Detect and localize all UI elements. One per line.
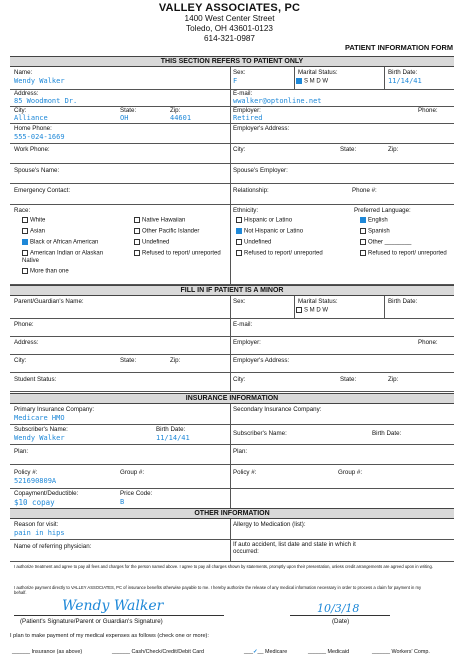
row-guardian-city <box>10 354 454 373</box>
patient-employer-field[interactable]: Retired <box>233 114 263 122</box>
row-copay <box>10 488 454 509</box>
race-black-option[interactable]: Black or African American <box>22 239 98 246</box>
payment-cash-option[interactable]: ______ Cash/Check/Credit/Debit Card <box>112 649 205 655</box>
row-address <box>10 89 454 107</box>
price-code-field[interactable]: B <box>120 498 125 506</box>
secondary-ins-label: Secondary Insurance Company: <box>233 406 322 413</box>
row-insurance-company <box>10 404 454 425</box>
patient-city-field[interactable]: Alliance <box>14 114 48 122</box>
city-label: City: <box>14 107 27 114</box>
authorization-block <box>10 561 454 603</box>
ethnicity-undefined-option[interactable]: Undefined <box>236 239 271 246</box>
birth-label: Birth Date: <box>388 69 418 76</box>
row-guardian <box>10 296 454 319</box>
guardian-birth-label: Birth Date: <box>388 298 418 305</box>
race-pacific-islander-option[interactable]: Other Pacific Islander <box>134 228 199 235</box>
sex-label: Sex: <box>233 69 246 76</box>
row-name <box>10 67 454 90</box>
payment-medicare-option[interactable]: ___✓__ Medicare <box>244 649 288 655</box>
subscriber-birth-label: Birth Date: <box>156 426 186 433</box>
reason-label: Reason for visit: <box>14 521 59 528</box>
row-policy <box>10 464 454 489</box>
check-icon: ✓ <box>253 649 258 655</box>
row-student-status <box>10 372 454 392</box>
language-other-option[interactable]: Other ________ <box>360 239 411 246</box>
race-label: Race: <box>14 207 31 214</box>
row-spouse <box>10 163 454 184</box>
name-label: Name: <box>14 69 33 76</box>
primary-ins-field[interactable]: Medicare HMO <box>14 414 65 422</box>
company-name: VALLEY ASSOCIATES, PC <box>158 2 301 14</box>
patient-signature[interactable]: Wendy Walker <box>62 598 164 614</box>
company-phone: 614-321-0987 <box>204 34 255 43</box>
row-guardian-address <box>10 336 454 355</box>
accident-label: If auto accident, list date and state in which it occurred: <box>233 541 356 555</box>
guardian-label: Parent/Guardian's Name: <box>14 298 84 305</box>
ethnicity-label: Ethnicity: <box>233 207 259 214</box>
policy-field[interactable]: 521690809A <box>14 477 57 485</box>
section-insurance-header: INSURANCE INFORMATION <box>10 393 454 404</box>
work-phone-label: Work Phone: <box>14 146 50 153</box>
guardian-state-label: State: <box>120 357 137 364</box>
copay-field[interactable]: $10 copay <box>14 498 55 507</box>
language-label: Preferred Language: <box>354 207 411 214</box>
race-undefined-option[interactable]: Undefined <box>134 239 169 246</box>
row-home-phone <box>10 123 454 144</box>
employer-label: Employer: <box>233 107 261 114</box>
section-minor-header: FILL IN IF PATIENT IS A MINOR <box>10 285 454 296</box>
subscriber-field[interactable]: Wendy Walker <box>14 434 65 442</box>
guardian-marital-label: Marital Status: <box>298 298 338 305</box>
emergency-label: Emergency Contact: <box>14 187 71 194</box>
address-label: Address: <box>14 90 39 97</box>
guardian-email-label: E-mail: <box>233 321 253 328</box>
payment-medicaid-option[interactable]: ______ Medicaid <box>308 649 350 655</box>
plan-label: Plan: <box>14 448 29 455</box>
date-line <box>290 615 390 616</box>
row-guardian-phone <box>10 318 454 337</box>
section-patient-header: THIS SECTION REFERS TO PATIENT ONLY <box>10 56 454 67</box>
patient-zip-field[interactable]: 44601 <box>170 114 192 122</box>
secondary-subscriber-label: Subscriber's Name: <box>233 430 287 437</box>
guardian-employer-city-label: City: <box>233 376 246 383</box>
form-title: PATIENT INFORMATION FORM <box>345 43 453 52</box>
secondary-plan-label: Plan: <box>233 448 248 455</box>
guardian-zip-label: Zip: <box>170 357 181 364</box>
guardian-employer-state-label: State: <box>340 376 357 383</box>
emergency-phone-label: Phone #: <box>352 187 377 194</box>
spouse-name-label: Spouse's Name: <box>14 167 60 174</box>
row-reason <box>10 519 454 540</box>
marital-label: Marital Status: <box>298 69 338 76</box>
reason-field[interactable]: pain in hips <box>14 529 65 537</box>
payment-workers-comp-option[interactable]: ______ Workers' Comp. <box>372 649 430 655</box>
signature-date[interactable]: 10/3/18 <box>317 602 360 615</box>
guardian-employer-label: Employer: <box>233 339 261 346</box>
row-emergency <box>10 183 454 205</box>
authorization-text-1: I authorize treatment and agree to pay all fees and charges for the person named above. I agree to pay all charges shown by statements, promptly upon their presentation, unless credit arrangements are agreed upon in writing. <box>14 564 433 569</box>
marital-options[interactable]: S M D W <box>296 78 328 85</box>
zip-label: Zip: <box>170 107 181 114</box>
guardian-phone-label: Phone: <box>14 321 34 328</box>
relationship-label: Relationship: <box>233 187 269 194</box>
guardian-employer-address-label: Employer's Address: <box>233 357 290 364</box>
employer-city-label: City: <box>233 146 246 153</box>
race-native-hawaiian-option[interactable]: Native Hawaiian <box>134 217 185 224</box>
primary-ins-label: Primary Insurance Company: <box>14 406 95 413</box>
language-refused-option[interactable]: Refused to report/ unreported <box>360 250 450 258</box>
copay-label: Copayment/Deductible: <box>14 490 79 497</box>
company-address-line1: 1400 West Center Street <box>184 14 275 23</box>
price-code-label: Price Code: <box>120 490 153 497</box>
guardian-employer-phone-label: Phone: <box>418 339 438 346</box>
row-city <box>10 106 454 124</box>
secondary-birth-label: Birth Date: <box>372 430 402 437</box>
employer-phone-label: Phone: <box>418 107 438 114</box>
payment-intro: I plan to make payment of my medical expenses as follows (check one or more): <box>10 633 209 639</box>
row-referring <box>10 539 454 562</box>
form-header <box>0 2 459 44</box>
employer-address-label: Employer's Address: <box>233 125 290 132</box>
student-status-label: Student Status: <box>14 376 57 383</box>
guardian-city-label: City: <box>14 357 27 364</box>
patient-name-field[interactable]: Wendy Walker <box>14 77 65 85</box>
ethnicity-refused-option[interactable]: Refused to report/ unreported <box>236 250 326 258</box>
patient-sex-field[interactable]: F <box>233 77 238 85</box>
patient-state-field[interactable]: OH <box>120 114 129 122</box>
secondary-policy-label: Policy #: <box>233 469 257 476</box>
ethnicity-not-hispanic-option[interactable]: Not Hispanic or Latino <box>236 228 303 235</box>
language-spanish-option[interactable]: Spanish <box>360 228 390 235</box>
patient-birth-field[interactable]: 11/14/41 <box>388 77 422 85</box>
ethnicity-hispanic-option[interactable]: Hispanic or Latino <box>236 217 292 224</box>
patient-address-field[interactable]: 85 Woodmont Dr. <box>14 97 78 105</box>
allergy-label: Allergy to Medication (list): <box>233 521 306 528</box>
spouse-employer-label: Spouse's Employer: <box>233 167 288 174</box>
subscriber-birth-field[interactable]: 11/14/41 <box>156 434 190 442</box>
patient-email-field[interactable]: wwalker@optonline.net <box>233 97 322 105</box>
group-label: Group #: <box>120 469 145 476</box>
patient-home-phone-field[interactable]: 555-024-1669 <box>14 133 65 141</box>
policy-label: Policy #: <box>14 469 38 476</box>
signature-caption: (Patient's Signature/Parent or Guardian's Signature) <box>20 618 163 625</box>
row-plan <box>10 444 454 465</box>
row-work-phone <box>10 143 454 164</box>
row-demographics <box>10 204 454 285</box>
employer-zip-label: Zip: <box>388 146 399 153</box>
company-address-line2: Toledo, OH 43601-0123 <box>186 24 273 33</box>
marital-s-checkbox[interactable] <box>296 78 302 84</box>
guardian-address-label: Address: <box>14 339 39 346</box>
secondary-group-label: Group #: <box>338 469 363 476</box>
row-subscriber <box>10 424 454 445</box>
guardian-employer-zip-label: Zip: <box>388 376 399 383</box>
guardian-sex-label: Sex: <box>233 298 246 305</box>
state-label: State: <box>120 107 137 114</box>
language-english-option[interactable]: English <box>360 217 388 224</box>
signature-line <box>14 615 224 616</box>
home-phone-label: Home Phone: <box>14 125 52 132</box>
race-white-option[interactable]: White <box>22 217 45 224</box>
authorization-text-2: I authorize payment directly to VALLEY ASSOCIATES, PC of insurance benefits otherwise payable to me. I hereby authorize the release of any medical information necessary in order to process a claim for payment in my behalf. <box>14 585 422 596</box>
race-more-than-one-option[interactable]: More than one <box>22 268 69 275</box>
payment-insurance-option[interactable]: ______ Insurance (as above) <box>12 649 83 655</box>
guardian-marital-options[interactable]: S M D W <box>296 307 328 314</box>
race-asian-option[interactable]: Asian <box>22 228 45 235</box>
employer-state-label: State: <box>340 146 357 153</box>
email-label: E-mail: <box>233 90 253 97</box>
race-american-indian-option[interactable]: American Indian or Alaskan Native <box>22 250 104 264</box>
section-other-header: OTHER INFORMATION <box>10 508 454 519</box>
subscriber-label: Subscriber's Name: <box>14 426 68 433</box>
date-caption: (Date) <box>332 618 350 625</box>
referring-label: Name of referring physician: <box>14 543 92 550</box>
race-refused-option[interactable]: Refused to report/ unreported <box>134 250 224 258</box>
